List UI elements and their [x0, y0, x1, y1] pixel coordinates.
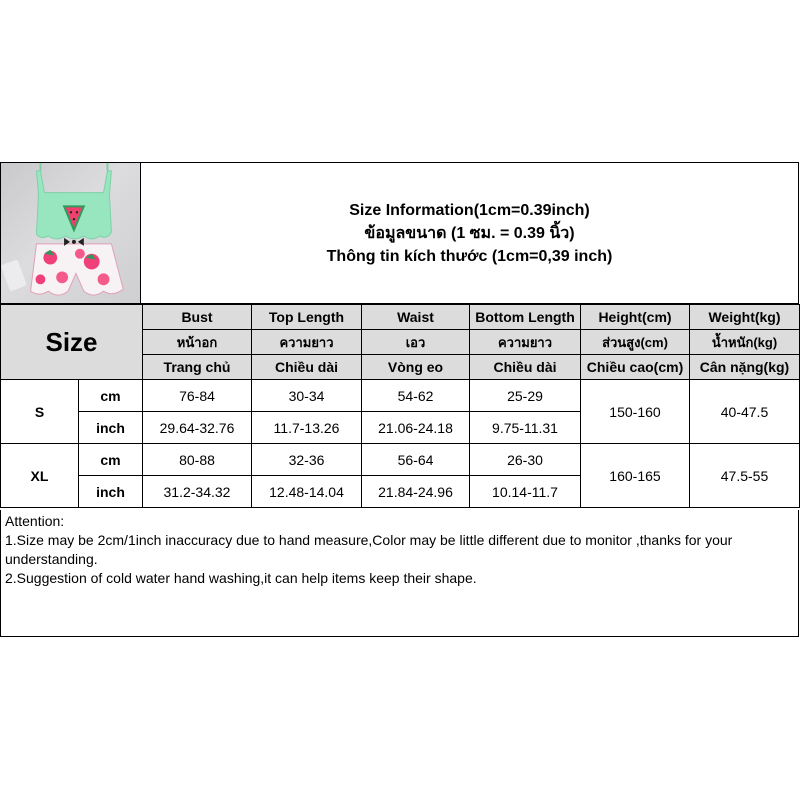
- cell: 10.14-11.7: [470, 476, 581, 508]
- col-header-vi: Trang chủ: [143, 355, 252, 380]
- height-cell: 160-165: [581, 444, 690, 508]
- col-header: Top Length: [252, 305, 362, 330]
- size-info-title-th: ข้อมูลขนาด (1 ซม. = 0.39 นิ้ว): [364, 224, 575, 242]
- col-header: Weight(kg): [690, 305, 800, 330]
- size-info-header: [141, 162, 799, 304]
- cell: 54-62: [362, 380, 470, 412]
- notes-title: Attention:: [5, 513, 65, 529]
- cell: 56-64: [362, 444, 470, 476]
- col-header-th: ความยาว: [252, 330, 362, 355]
- col-header: Bust: [143, 305, 252, 330]
- col-header-th: เอว: [362, 330, 470, 355]
- table-row: [1, 380, 800, 412]
- size-info-title-en: Size Information(1cm=0.39inch): [349, 201, 590, 219]
- table-row: [1, 444, 800, 476]
- unit-inch: inch: [79, 412, 143, 444]
- size-header: Size: [1, 305, 143, 380]
- cell: 11.7-13.26: [252, 412, 362, 444]
- product-photo: [0, 162, 141, 304]
- pajama-set-image: [1, 163, 140, 303]
- col-header-th: ความยาว: [470, 330, 581, 355]
- col-header-vi: Vòng eo: [362, 355, 470, 380]
- notes-line-2: 2.Suggestion of cold water hand washing,it can help items keep their shape.: [5, 570, 477, 586]
- cell: 9.75-11.31: [470, 412, 581, 444]
- col-header-vi: Chiều dài: [252, 355, 362, 380]
- col-header: Bottom Length: [470, 305, 581, 330]
- col-header: Waist: [362, 305, 470, 330]
- unit-cm: cm: [79, 380, 143, 412]
- cell: 31.2-34.32: [143, 476, 252, 508]
- col-header-th: ส่วนสูง(cm): [581, 330, 690, 355]
- notes-line-1: 1.Size may be 2cm/1inch inaccuracy due to hand measure,Color may be little different due to monitor ,thanks for your understanding.: [5, 532, 733, 567]
- height-cell: 150-160: [581, 380, 690, 444]
- cell: 76-84: [143, 380, 252, 412]
- weight-cell: 40-47.5: [690, 380, 800, 444]
- weight-cell: 47.5-55: [690, 444, 800, 508]
- col-header-vi: Chiều dài: [470, 355, 581, 380]
- cell: 29.64-32.76: [143, 412, 252, 444]
- size-info-title-vi: Thông tin kích thước (1cm=0,39 inch): [326, 247, 613, 265]
- size-chart: [0, 162, 799, 638]
- col-header-th: หน้าอก: [143, 330, 252, 355]
- col-header-th: น้ำหนัก(kg): [690, 330, 800, 355]
- cell: 21.84-24.96: [362, 476, 470, 508]
- col-header-vi: Chiều cao(cm): [581, 355, 690, 380]
- size-table: [0, 304, 800, 508]
- cell: 80-88: [143, 444, 252, 476]
- cell: 30-34: [252, 380, 362, 412]
- col-header-vi: Cân nặng(kg): [690, 355, 800, 380]
- cell: 26-30: [470, 444, 581, 476]
- unit-cm: cm: [79, 444, 143, 476]
- cell: 32-36: [252, 444, 362, 476]
- col-header: Height(cm): [581, 305, 690, 330]
- size-label-s: S: [1, 380, 79, 444]
- cell: 25-29: [470, 380, 581, 412]
- cell: 12.48-14.04: [252, 476, 362, 508]
- header-row-en: [1, 305, 800, 330]
- attention-notes: [0, 510, 799, 637]
- unit-inch: inch: [79, 476, 143, 508]
- size-label-xl: XL: [1, 444, 79, 508]
- cell: 21.06-24.18: [362, 412, 470, 444]
